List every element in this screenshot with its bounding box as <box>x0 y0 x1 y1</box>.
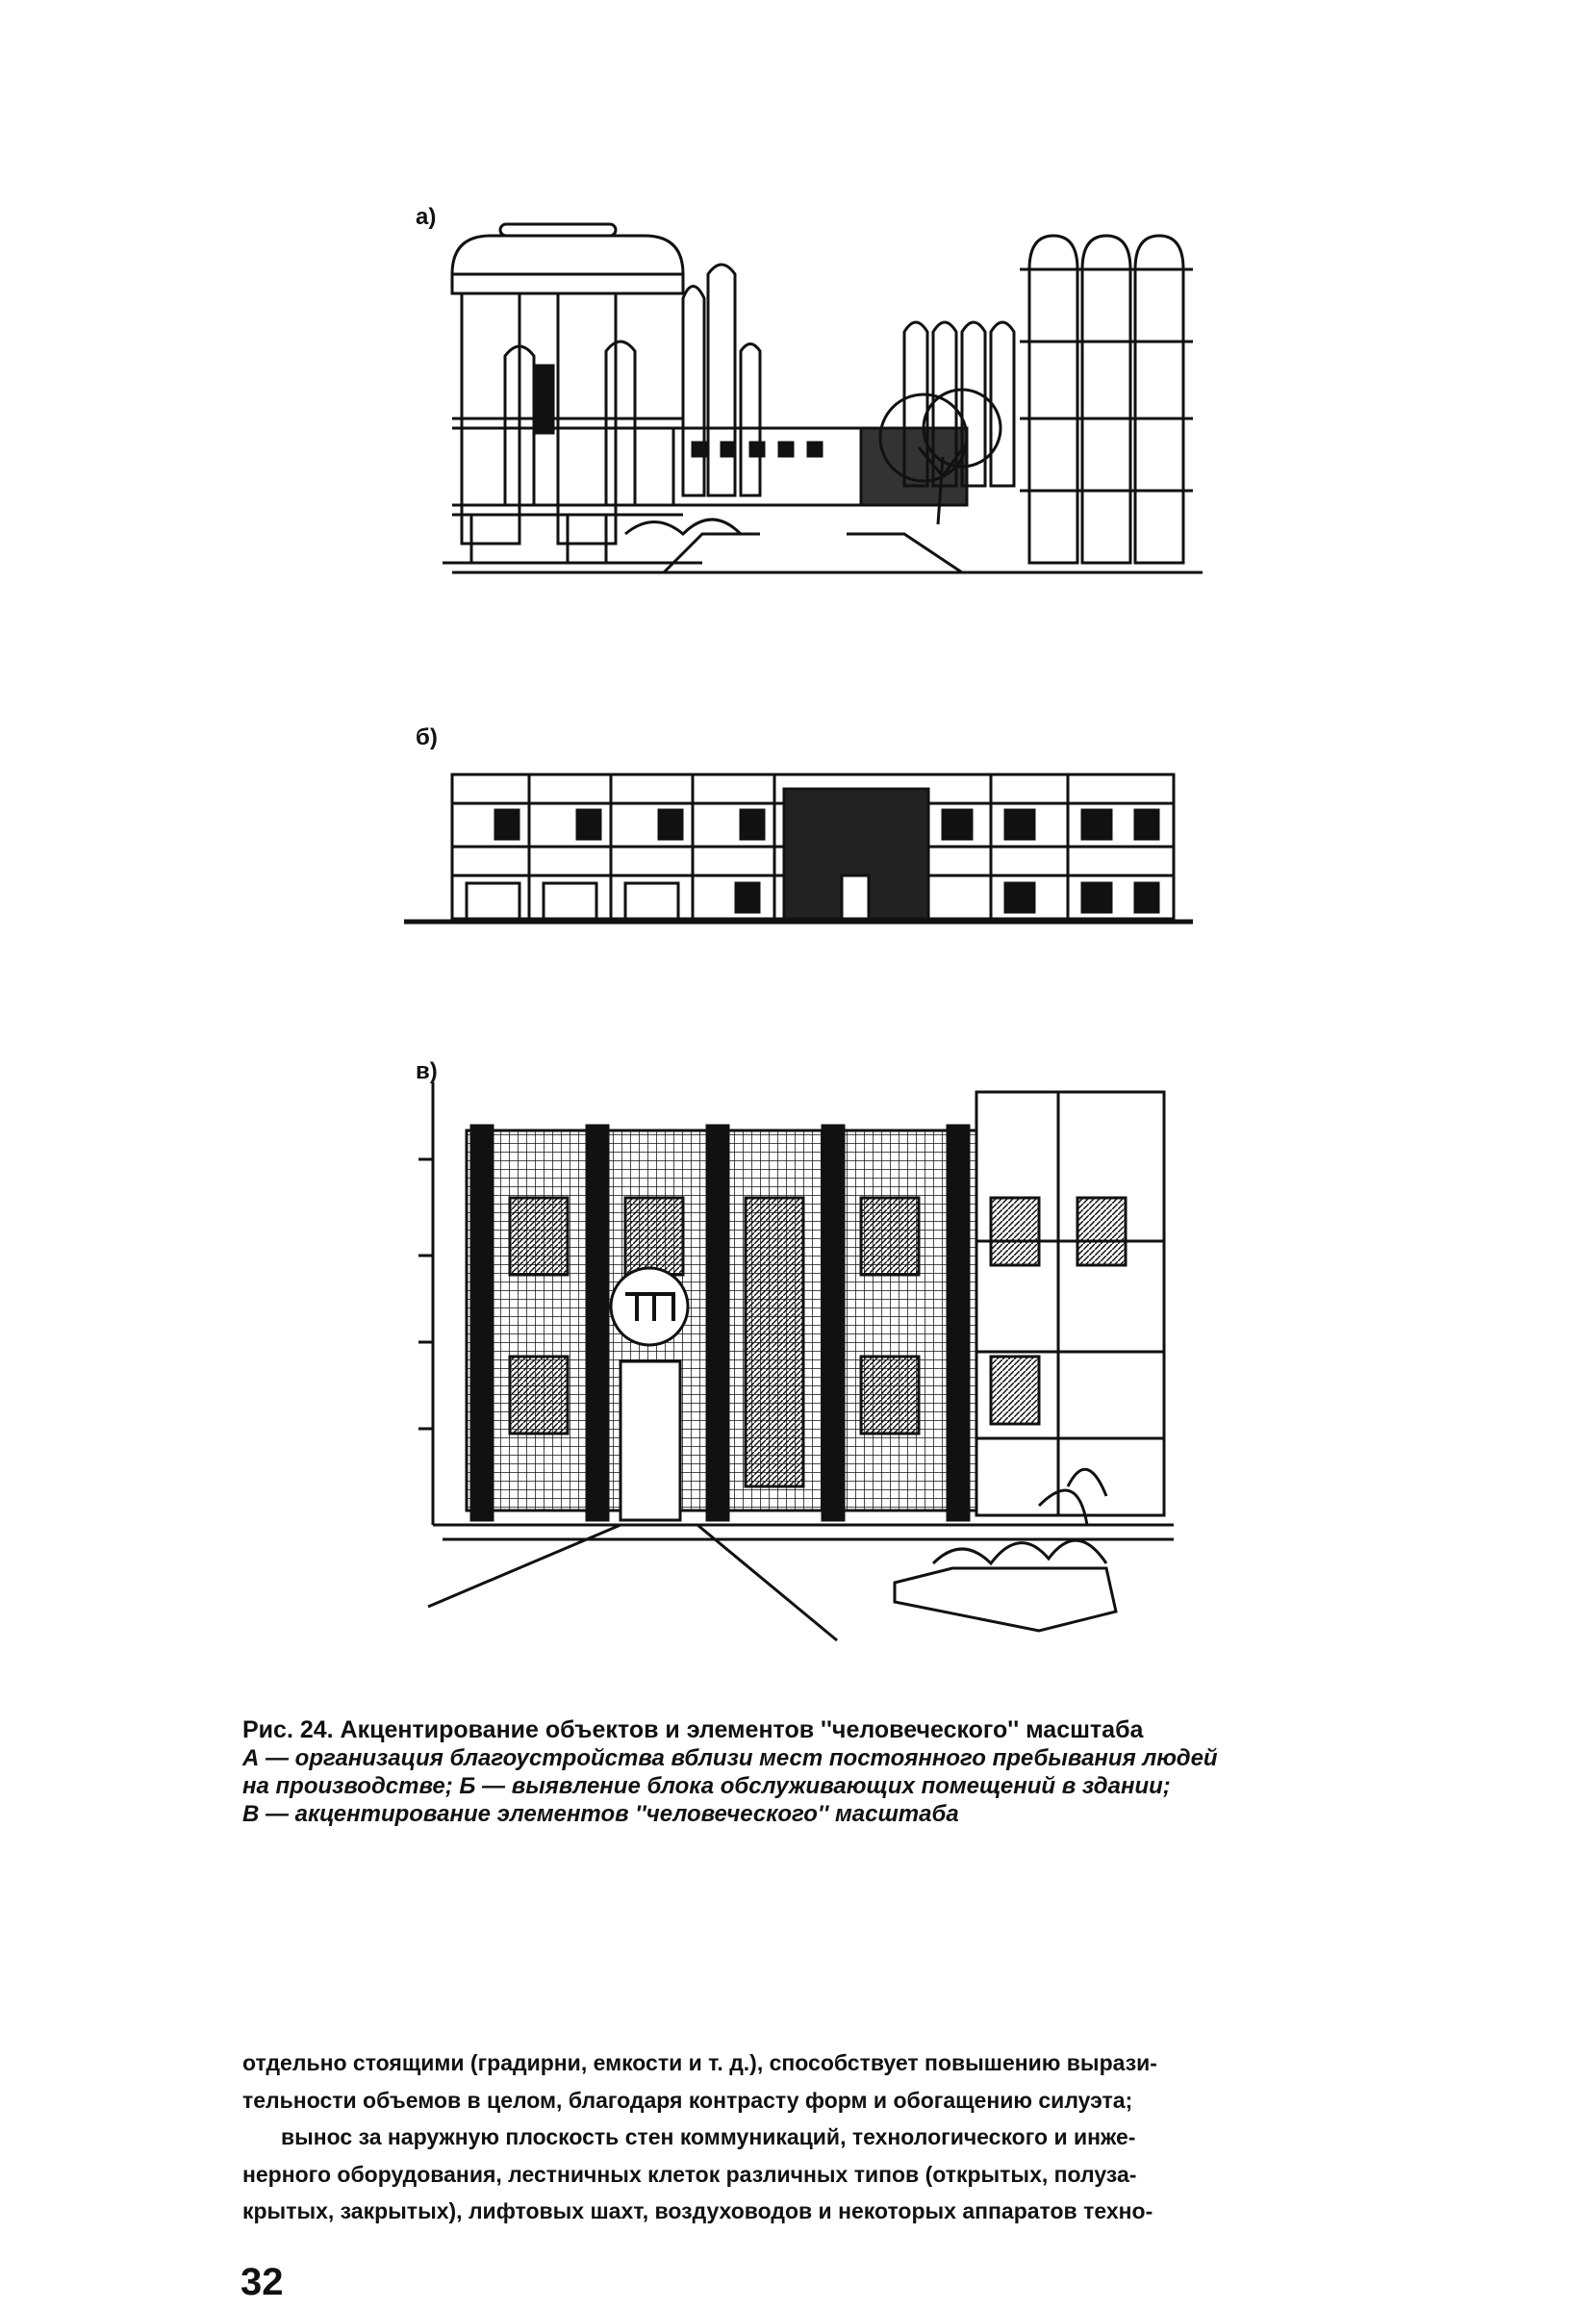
illustration-building-elevation <box>404 770 1193 938</box>
caption-line: А — организация благоустройства вблизи мест постоянного пребывания людей <box>242 1745 1218 1771</box>
body-line: вынос за наружную плоскость стен коммуникаций, технологического и инже- <box>281 2124 1136 2149</box>
body-paragraphs <box>242 2044 1387 2230</box>
panel-label-v: в) <box>416 1058 438 1084</box>
illustration-facade-human-scale <box>414 1082 1203 1650</box>
page-number: 32 <box>241 2261 284 2303</box>
panel-label-b: б) <box>416 724 438 750</box>
illustration-industrial-plant <box>423 216 1212 582</box>
panel-label-a: а) <box>416 204 437 230</box>
body-line: тельности объемов в целом, благодаря контрасту форм и обогащению силуэта; <box>242 2087 1133 2113</box>
body-line: крытых, закрытых), лифтовых шахт, воздуховодов и некоторых аппаратов техно- <box>242 2198 1153 2223</box>
caption-title: Рис. 24. Акцентирование объектов и элементов ''человеческого'' масштаба <box>242 1716 1144 1743</box>
caption-line: на производстве; Б — выявление блока обслуживающих помещений в здании; <box>242 1773 1171 1799</box>
body-line: нерного оборудования, лестничных клеток различных типов (открытых, полуза- <box>242 2161 1137 2187</box>
figure-caption <box>242 1715 1387 1828</box>
body-line: отдельно стоящими (градирни, емкости и т. д.), способствует повышению вырази- <box>242 2050 1157 2075</box>
caption-line: В — акцентирование элементов ''человеческого'' масштаба <box>242 1801 959 1827</box>
